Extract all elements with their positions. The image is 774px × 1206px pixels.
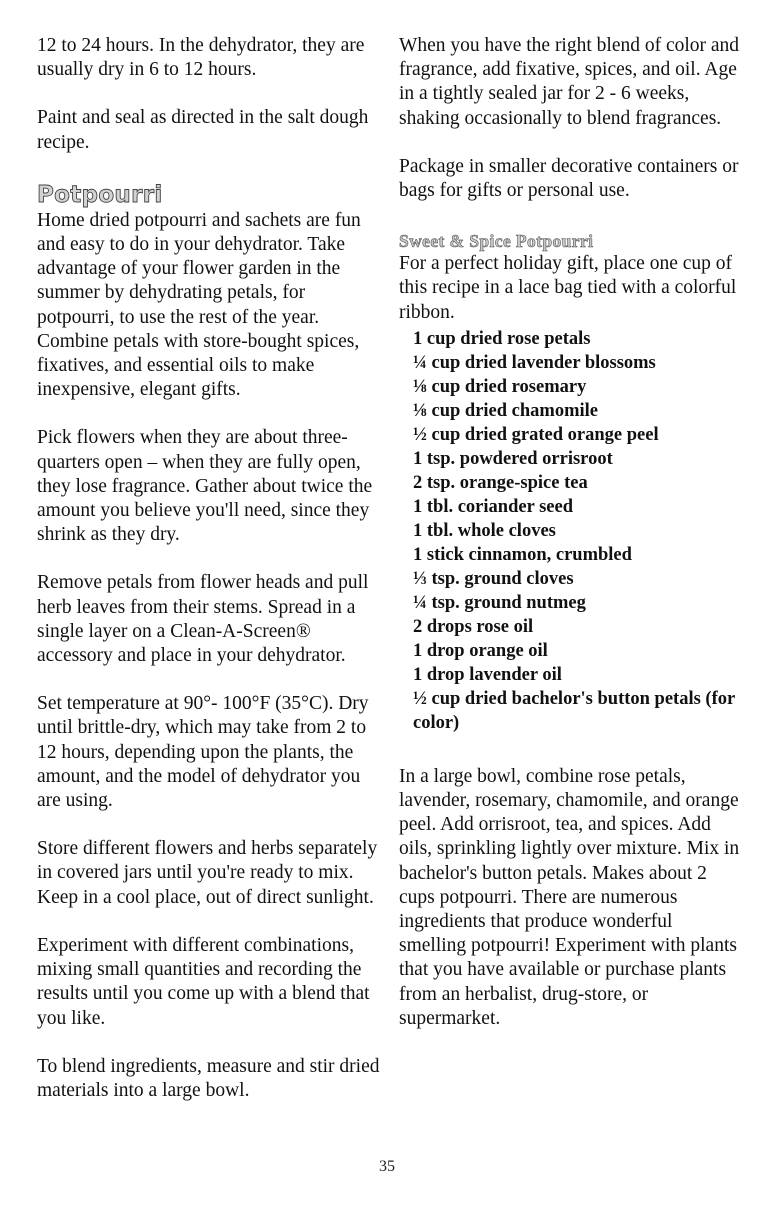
page-number: 35 [379, 1158, 395, 1175]
ingredient-item: ⅛ cup dried chamomile [413, 400, 598, 421]
ingredient-item: ⅓ tsp. ground cloves [413, 568, 574, 589]
ingredient-item: ¼ cup dried lavender blossoms [413, 352, 656, 373]
right-paragraph-2: Package in smaller decorative containers or bags for gifts or personal use. [399, 155, 739, 202]
right-column [399, 34, 744, 1031]
ingredient-list [413, 327, 744, 735]
paragraph-4: Set temperature at 90°- 100°F (35°C). Dry until brittle-dry, which may take from 2 to 12 hours, depending upon the plants, the amount, and the model of dehydrator you are using. [37, 693, 369, 812]
ingredient-item: ½ cup dried grated orange peel [413, 424, 659, 445]
ingredient-item: 1 tbl. whole cloves [413, 520, 556, 541]
ingredient-item: ¼ tsp. ground nutmeg [413, 592, 586, 613]
ingredient-item: 1 stick cinnamon, crumbled [413, 544, 632, 565]
section-heading: Potpourri [37, 181, 163, 208]
ingredient-item: 1 cup dried rose petals [413, 328, 591, 349]
intro-paragraph-1: 12 to 24 hours. In the dehydrator, they are usually dry in 6 to 12 hours. [37, 35, 365, 81]
ingredient-item: 2 drops rose oil [413, 616, 534, 637]
right-paragraph-1: When you have the right blend of color and fragrance, add fixative, spices, and oil. Age in a tightly sealed jar for 2 - 6 weeks, shaking occasionally to blend fragrances. [399, 35, 740, 129]
paragraph-1: Home dried potpourri and sachets are fun and easy to do in your dehydrator. Take advantage of your flower garden in the summer by dehydrating petals, for potpourri, to use the rest of the year. Combine petals with store-bought spices, fixatives, and essential oils to make inexpensive, elegant gifts. [37, 209, 361, 401]
ingredient-item: ⅛ cup dried rosemary [413, 376, 587, 397]
paragraph-6: Experiment with different combinations, mixing small quantities and recording the results until you come up with a blend that you like. [37, 934, 370, 1029]
ingredient-item: 1 drop lavender oil [413, 664, 562, 685]
paragraph-5: Store different flowers and herbs separately in covered jars until you're ready to mix. Keep in a cool place, out of direct sunlight. [37, 838, 378, 908]
ingredient-item: 2 tsp. orange-spice tea [413, 472, 588, 493]
ingredient-item: 1 tsp. powdered orrisroot [413, 448, 613, 469]
ingredient-item: 1 drop orange oil [413, 640, 548, 661]
recipe-intro: For a perfect holiday gift, place one cup of this recipe in a lace bag tied with a colorful ribbon. [399, 253, 737, 323]
ingredient-item: 1 tbl. coriander seed [413, 496, 573, 517]
paragraph-2: Pick flowers when they are about three-quarters open – when they are fully open, they lose fragrance. Gather about twice the amount you believe you'll need, since they shrink as they dry. [37, 427, 373, 546]
right-paragraph-4: In a large bowl, combine rose petals, lavender, rosemary, chamomile, and orange peel. Add orrisroot, tea, and spices. Add oils, sprinkling lightly over mixture. Mix in bachelor's button petals. Makes about 2 cups potpourri. There are numerous ingredients that produce wonderful smelling potpourri! Experiment with plants that you have available or purchase plants from an herbalist, drug-store, or supermarket. [399, 765, 740, 1029]
paragraph-3: Remove petals from flower heads and pull herb leaves from their stems. Spread in a single layer on a Clean-A-Screen® accessory and place in your dehydrator. [37, 572, 369, 667]
left-column [37, 34, 382, 1103]
intro-paragraph-2: Paint and seal as directed in the salt dough recipe. [37, 107, 369, 153]
recipe-subheading: Sweet & Spice Potpourri [399, 231, 594, 252]
paragraph-7: To blend ingredients, measure and stir dried materials into a large bowl. [37, 1055, 380, 1101]
ingredient-item: ½ cup dried bachelor's button petals (for color) [413, 688, 735, 733]
